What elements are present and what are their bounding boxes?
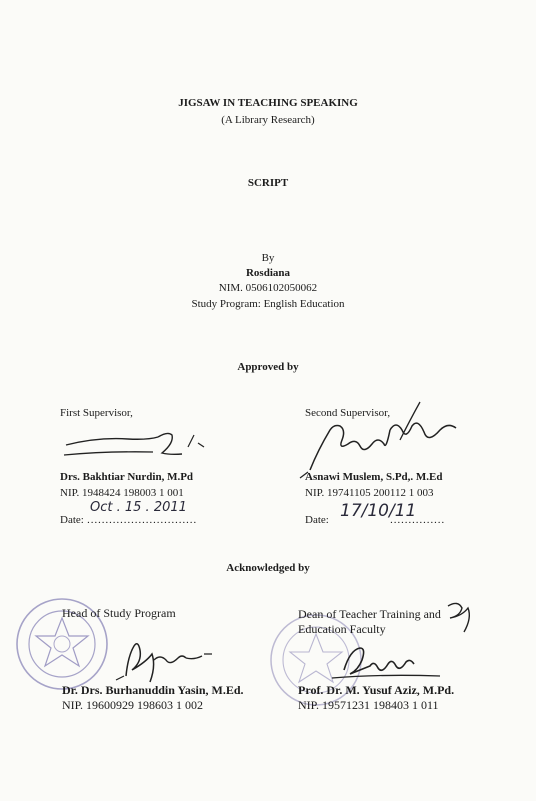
first-supervisor-date-handwritten: Oct . 15 . 2011 [90, 500, 187, 515]
head-study-program-name: Dr. Drs. Burhanuddin Yasin, M.Ed. [62, 683, 244, 697]
date-label: Date: [60, 514, 84, 526]
dean-role-line2: Education Faculty [298, 622, 386, 636]
second-supervisor-name: Asnawi Muslem, S.Pd,. M.Ed [305, 471, 443, 483]
dean-role-line1: Dean of Teacher Training and [298, 607, 441, 621]
first-supervisor-date [60, 513, 197, 527]
second-supervisor-signature [290, 400, 480, 480]
acknowledged-heading: Acknowledged by [226, 562, 310, 574]
approved-heading: Approved by [237, 361, 299, 373]
first-supervisor-name: Drs. Bakhtiar Nurdin, M.Pd [60, 471, 194, 483]
date-label: Date: [305, 514, 329, 526]
first-supervisor-role: First Supervisor, [60, 407, 133, 419]
second-supervisor-role: Second Supervisor, [305, 407, 391, 419]
date-dots: ………………………… [86, 514, 197, 526]
head-study-program-role: Head of Study Program [62, 606, 176, 620]
thesis-title: JIGSAW IN TEACHING SPEAKING [178, 97, 358, 109]
first-supervisor-nip: NIP. 1948424 198003 1 001 [60, 487, 184, 499]
author-name: Rosdiana [245, 267, 291, 279]
second-supervisor-date-handwritten: 17/10/11 [340, 501, 417, 521]
document-type: SCRIPT [247, 177, 289, 189]
head-study-program-signature [112, 636, 222, 684]
date-dots: …………… [389, 514, 445, 526]
study-program: Study Program: English Education [191, 298, 345, 310]
dean-nip: NIP. 19571231 198403 1 011 [298, 698, 439, 712]
second-supervisor-nip: NIP. 19741105 200112 1 003 [305, 487, 434, 499]
thesis-subtitle: (A Library Research) [221, 114, 315, 126]
first-supervisor-signature [58, 425, 208, 465]
dean-name: Prof. Dr. M. Yusuf Aziz, M.Pd. [298, 683, 455, 697]
dean-paraf [438, 598, 478, 638]
by-label: By [261, 252, 275, 264]
head-study-program-nip: NIP. 19600929 198603 1 002 [62, 698, 204, 712]
dean-signature [330, 640, 450, 688]
author-nim: NIM. 0506102050062 [218, 282, 318, 294]
